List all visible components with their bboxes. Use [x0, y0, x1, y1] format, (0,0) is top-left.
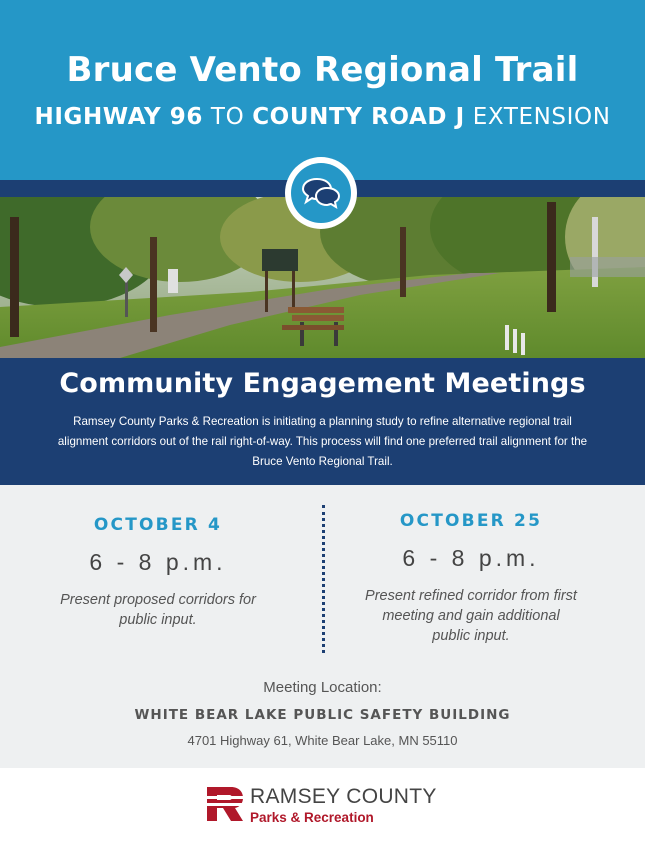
- org-name: RAMSEY COUNTY: [250, 785, 437, 808]
- intro-section: [0, 358, 645, 485]
- subtitle-highway: HIGHWAY 96: [34, 104, 204, 130]
- meeting-time: 6 - 8 p.m.: [402, 545, 540, 571]
- page-subtitle: [0, 104, 645, 130]
- meeting-card-1: [30, 515, 286, 630]
- subtitle-to: TO: [203, 104, 253, 130]
- meeting-date: OCTOBER 4: [93, 515, 223, 535]
- intro-heading: Community Engagement Meetings: [59, 368, 586, 399]
- meeting-description: Present refined corridor from first meeting and gain additional public input.: [365, 588, 577, 644]
- location-name: WHITE BEAR LAKE PUBLIC SAFETY BUILDING: [134, 707, 511, 723]
- location-label: Meeting Location:: [263, 679, 382, 696]
- chat-bubbles-icon: [291, 163, 351, 223]
- meeting-date: OCTOBER 25: [399, 511, 543, 531]
- ramsey-county-r-logo: [207, 787, 243, 825]
- dept-name: Parks & Recreation: [250, 810, 374, 825]
- meeting-description: Present proposed corridors for public input.: [60, 592, 256, 628]
- header-banner: [0, 0, 645, 180]
- location-address: 4701 Highway 61, White Bear Lake, MN 55110: [187, 733, 458, 748]
- meeting-time: 6 - 8 p.m.: [89, 549, 227, 575]
- meetings-section: [0, 485, 645, 768]
- subtitle-county-road: COUNTY ROAD J: [252, 104, 465, 130]
- footer: [0, 768, 645, 844]
- chat-badge: [285, 157, 357, 229]
- dotted-divider: [322, 505, 325, 653]
- subtitle-extension: EXTENSION: [464, 104, 611, 130]
- page-title: Bruce Vento Regional Trail: [66, 50, 579, 90]
- meeting-card-2: [340, 511, 602, 646]
- intro-body: Ramsey County Parks & Recreation is initiating a planning study to refine alternative regional trail alignment corridors out of the rail right-of-way. This process will find one preferred trail alignment for the Bruce Vento Regional Trail.: [57, 415, 588, 468]
